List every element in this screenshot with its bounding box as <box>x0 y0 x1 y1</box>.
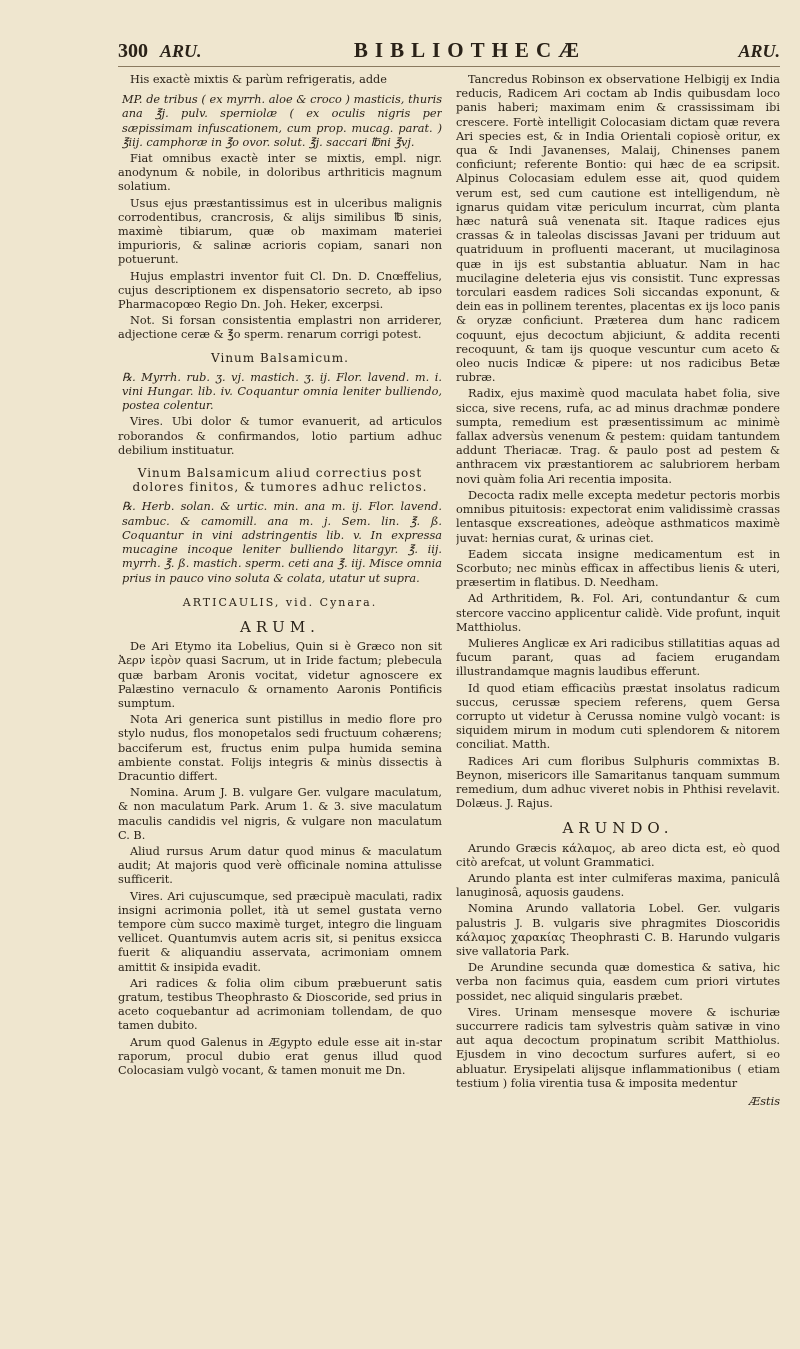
paragraph: De Ari Etymo ita Lobelius, Quin si è Græco non sit Ἀερν ἱερὸν quasi Sacrum, ut in Iride factum; plebecula quæ barbam Aronis vocitat, videtur agnoscere ex Palæstino vernaculo & ornamento Aaronis Pontificis sumptum. <box>118 640 442 710</box>
paragraph: Vires. Urinam mensesque movere & ischuriæ succurrere radicis tam sylvestris quàm sativæ in vino aut aqua decoctum propinatum scribit Matthiolus. Ejusdem in vino decoctum surfures aufert, si eo abluatur. Erysipelati alijsque inflammationibus ( etiam testium ) folia virentia tusa & imposita medentur <box>456 1005 780 1090</box>
paragraph: Arum quod Galenus in Ægypto edule esse ait in-star raporum, procul dubio erat genus illud quod Colocasiam vulgò vocant, & tamen monuit me Dn. <box>118 1035 442 1077</box>
page-number: 300 <box>118 40 148 62</box>
paragraph: Ad Arthritidem, ℞. Fol. Ari, contundantur & cum stercore vaccino applicentur calidè. Vide profunt, inquit Matthiolus. <box>456 592 780 634</box>
paragraph: Nomina Arundo vallatoria Lobel. Ger. vulgaris palustris J. B. vulgaris sive phragmites Dioscoridis κάλαμος χαρακίας Theophrasti C. B. Harundo vulgaris sive vallatoria Park. <box>456 902 780 958</box>
paragraph: Decocta radix melle excepta medetur pectoris morbis omnibus pituitosis: expectorat enim validissimè crassas lentasque exscreationes, adeòque asthmaticos maximè juvat: hernias curat, & urinas ciet. <box>456 488 780 545</box>
paragraph: De Arundine secunda quæ domestica & sativa, hic verba non facimus quia, easdem cum priori virtutes possidet, nec aliquid singularis præbet. <box>456 961 780 1003</box>
running-header <box>118 38 780 67</box>
catchword: Æstis <box>748 1095 780 1109</box>
section-heading: Vinum Balsamicum aliud correctius post dolores finitos, & tumores adhuc relictos. <box>132 466 428 495</box>
paragraph: Tancredus Robinson ex observatione Helbigij ex India reducis, Radicem Ari coctam ab Indis quibusdam loco panis haberi; maximam enim & crassissimam ibi crescere. Fortè intelligit Colocasiam dictam quæ revera Ari species est, & in India Orientali copiosè oritur, ex qua & Indi Javanenses, Malaij, Chinenses panem conficiunt; referente Bontio: qui hæc de ea scripsit. Alpinus Colocasiam edulem esse ait, quod quidem verum est, sed cum cautione est intelligendum, nè ignarus quidam vitæ periculum incurrat, cùm planta hæc naturâ suâ venenata sit. Itaque radices ejus crassas & in taleolas discissas Javani per triduum aut quatriduum in profluenti macerant, ut mucilaginosa quæ in ijs est substantia abluatur. Nam in hac mucilagine deleteria ejus vis consistit. Tunc expressas torculari easdem radices Soli siccandas exponunt, & dein eas in pollinem terentes, placentas ex ijs loco panis & oryzæ conficiunt. Præterea dum hanc radicem coquunt, ejus decoctum abjiciunt, & addita recenti recoquunt, & tam ijs quoque vescuntur cum aceto & oleo nucis Indicæ & pipere: ut nos radicibus Betæ rubræ. <box>456 73 780 385</box>
paragraph: Arundo planta est inter culmiferas maxima, paniculâ lanuginosâ, aquosis gaudens. <box>456 871 780 900</box>
text-columns <box>118 73 780 1323</box>
recipe-paragraph: ℞. Myrrh. rub. ʒ. vj. mastich. ʒ. ij. Flor. lavend. m. i. vini Hungar. lib. iv. Coquantur omnia leniter bulliendo, postea colentur. <box>122 370 442 413</box>
paragraph: Arundo Græcis κάλαμος, ab areo dicta est, eò quod citò arefcat, ut volunt Grammatici. <box>456 841 780 869</box>
paragraph: Nota Ari generica sunt pistillus in medio flore pro stylo nudus, flos monopetalos sedi fructuum cohærens; bacciferum est, fructus enim pulpa humida semina ambiente constat. Folijs integris & minùs dissectis à Dracuntio differt. <box>118 713 442 783</box>
paragraph: Fiat omnibus exactè inter se mixtis, empl. nigr. anodynum & nobile, in doloribus arthriticis magnum solatium. <box>118 152 442 194</box>
left-column <box>118 73 442 1323</box>
paragraph: Aliud rursus Arum datur quod minus & maculatum audit; At majoris quod verè officinale nomina attulisse sufficerit. <box>118 844 442 887</box>
paragraph: Mulieres Anglicæ ex Ari radicibus stillatitias aquas ad fucum parant, quas ad faciem erugandam illustrandamque magnis laudibus efferunt. <box>456 636 780 679</box>
page-title: BIBLIOTHECÆ <box>353 38 587 62</box>
paragraph: His exactè mixtis & parùm refrigeratis, adde <box>130 73 387 86</box>
paragraph: Eadem siccata insigne medicamentum est in Scorbuto; nec minùs efficax in affectibus lienis & uteri, præsertim in flatibus. D. Needham. <box>456 547 780 590</box>
cross-reference: ARTICAULIS, vid. Cynara. <box>182 595 378 609</box>
paragraph: Not. Si forsan consistentia emplastri non arriderer, adjectione ceræ & ℥o sperm. renarum corrigi potest. <box>118 314 442 342</box>
paragraph: Vires. Ari cujuscumque, sed præcipuè maculati, radix insigni acrimonia pollet, ità ut semel gustata verno tempore cùm succo maximè turget, integro die linguam vellicet. Quantumvis autem acris sit, si penitus exsicca fuerit & aliquandiu asservata, acrimoniam omnem amittit & insipida evadit. <box>118 889 442 974</box>
left-running-head: ARU. <box>160 41 202 61</box>
paragraph: Id quod etiam efficaciùs præstat insolatus radicum succus, cerussæ speciem referens, quem Gersa corrupto ut videtur à Cerussa nomine vulgò vocant: is siquidem mirum in modum cuti splendorem & nitorem conciliat. Matth. <box>456 681 780 752</box>
right-running-head: ARU. <box>738 41 780 61</box>
paragraph: Ari radices & folia olim cibum præbuerunt satis gratum, testibus Theophrasto & Dioscoride, sed prius in aceto coquebantur ad acrimoniam tollendam, de quo tamen dubito. <box>118 976 442 1033</box>
paragraph: Hujus emplastri inventor fuit Cl. Dn. D. Cnœffelius, cujus descriptionem ex dispensatorio secreto, ab ipso Pharmacopœo Regio Dn. Joh. Heker, excerpsi. <box>118 269 442 312</box>
paragraph: Vires. Ubi dolor & tumor evanuerit, ad articulos roborandos & confirmandos, lotio partium adhuc debilium instituatur. <box>118 415 442 457</box>
recipe-paragraph: ℞. Herb. solan. & urtic. min. ana m. ij. Flor. lavend. sambuc. & camomill. ana m. j. Sem. lin. ℥. ß. Coquantur in vini adstringentis lib. v. In expressa mucagine incoque leniter bulliendo litargyr. ℥. iij. myrrh. ℥. ß. mastich. sperm. ceti ana ℥. iij. Misce omnia prius in pauco vino soluta & colata, utatur ut supra. <box>122 500 442 585</box>
paragraph: Usus ejus præstantissimus est in ulceribus malignis corrodentibus, crancrosis, & alijs similibus ℔ sinis, maximè tibiarum, quæ ob maximam materiei impurioris, & salinæ acrioris copiam, sanari non potuerunt. <box>118 196 442 267</box>
entry-heading: ARUM. <box>240 617 320 636</box>
recipe-paragraph: MP. de tribus ( ex myrrh. aloe & croco ) masticis, thuris ana ℥j. pulv. sperniolæ ( ex oculis nigris per sæpissimam infuscationem, cum prop. mucag. parat. ) ℥iij. camphoræ in ℥o ovor. solut. ℥j. saccari ℔ni ℥vj. <box>122 93 442 149</box>
paragraph: Nomina. Arum J. B. vulgare Ger. vulgare maculatum, & non maculatum Park. Arum 1. & 3. sive maculatum maculis candidis vel nigris, & vulgare non maculatum C. B. <box>118 786 442 842</box>
entry-heading: ARUNDO. <box>562 819 674 838</box>
right-column <box>456 73 780 1323</box>
section-heading: Vinum Balsamicum. <box>211 350 349 365</box>
paragraph: Radix, ejus maximè quod maculata habet folia, sive sicca, sive recens, rufa, ac ad minus drachmæ pondere sumpta, remedium est præsentissimum ac minimè fallax adversùs venenum & pestem: quidam tantundem addunt Theriacæ. Trag. & paulo post ad pestem & anthracem vix præstantiorem ac salubriorem herbam novi quàm folia Ari recentia imposita. <box>456 387 780 486</box>
paragraph: Radices Ari cum floribus Sulphuris commixtas B. Beynon, misericors ille Samaritanus tanquam summum remedium, dum adhuc viveret nobis in Phthisi revelavit. Dolæus. J. Rajus. <box>456 754 780 811</box>
